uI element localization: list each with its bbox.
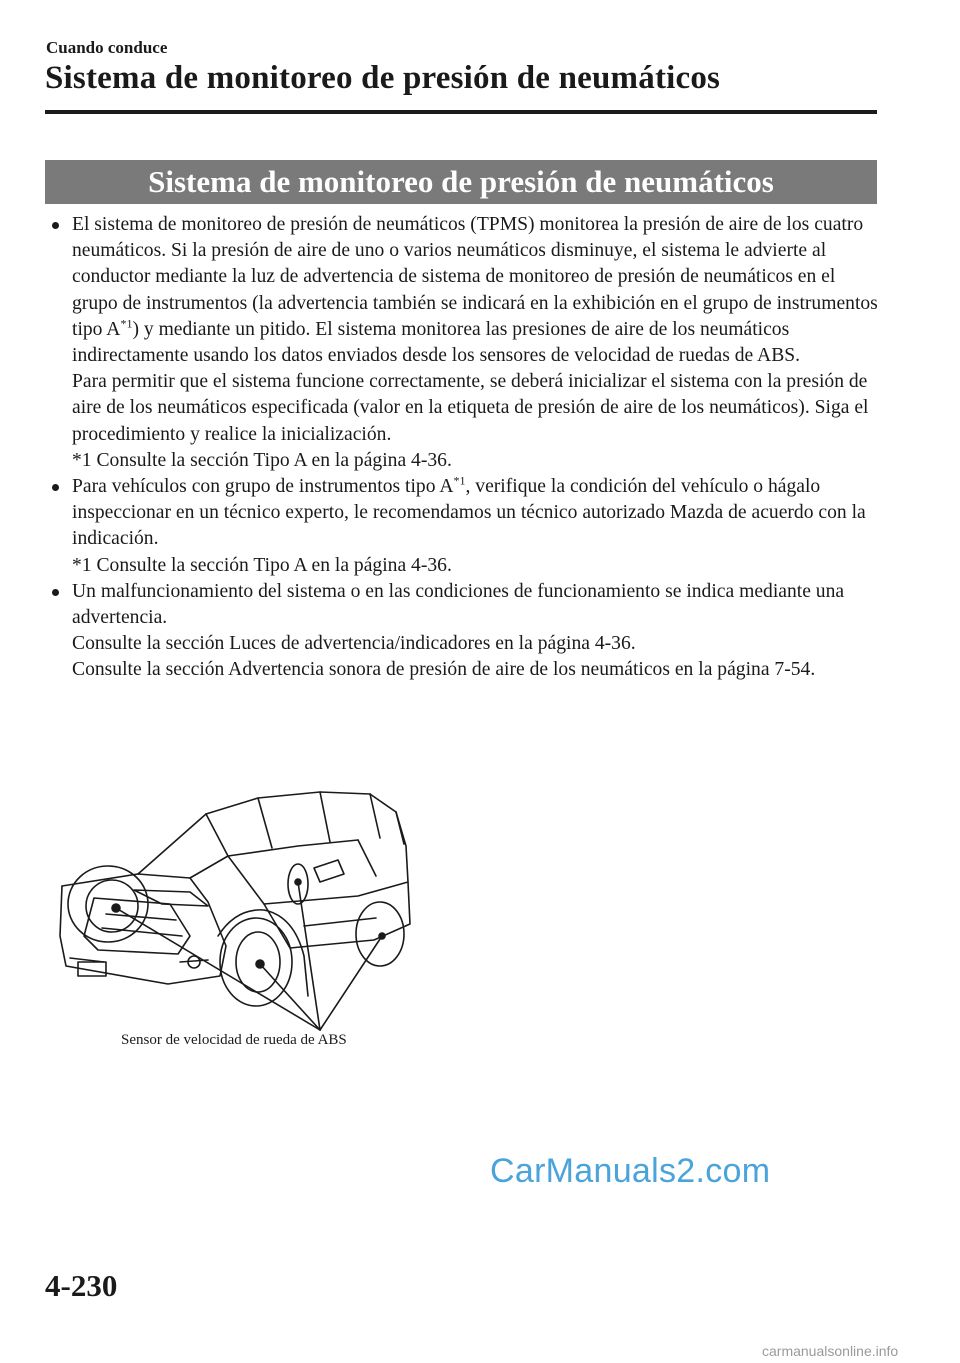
site-watermark: carmanualsonline.info — [762, 1343, 899, 1359]
section-banner: Sistema de monitoreo de presión de neumáticos — [45, 160, 877, 204]
page-title: Sistema de monitoreo de presión de neumáticos — [45, 60, 721, 96]
bullet-dot-icon — [52, 589, 59, 596]
paragraph: Un malfuncionamiento del sistema o en las condiciones de funcionamiento se indica mediante una advertencia. — [72, 580, 845, 629]
bullet-dot-icon — [52, 484, 59, 491]
chapter-label: Cuando conduce — [46, 38, 168, 57]
paragraph: El sistema de monitoreo de presión de neumáticos (TPMS) monitorea la presión de aire de los cuatro neumáticos. Si la presión de aire de uno o varios neumáticos disminuye, el sistema le advierte al conductor mediante la luz de advertencia de sistema de monitoreo de presión de neumáticos en el grupo de instrumentos (la advertencia también se indicará en la exhibición en el grupo de instrumentos tipo $A^{*1}$) y mediante un pitido. El sistema monitorea las presiones de aire de los neumáticos indirectamente usando los datos enviados desde los sensores de velocidad de ruedas de ABS. — [72, 214, 878, 367]
paragraph: Consulte la sección Luces de advertencia/indicadores en la página 4-36. — [72, 633, 636, 655]
bullet-item-instrument-cluster — [50, 474, 880, 579]
paragraph: Consulte la sección Advertencia sonora de presión de aire de los neumáticos en la página 7-54. — [72, 659, 816, 681]
bullet-item-tpms — [50, 212, 880, 474]
body-text — [50, 212, 880, 684]
header-divider — [45, 110, 877, 114]
suv-wheel-sensor-illustration-icon — [58, 786, 414, 1032]
bullet-dot-icon — [52, 222, 59, 229]
page-number: 4-230 — [45, 1268, 118, 1303]
footnote: *1 Consulte la sección Tipo A en la página 4-36. — [72, 449, 452, 471]
paragraph: Para vehículos con grupo de instrumentos tipo $A^{*1}$, verifique la condición del vehículo o hágalo inspeccionar en un técnico experto, le recomendamos un técnico autorizado Mazda de acuerdo con la indicación. — [72, 473, 866, 550]
figure-caption: Sensor de velocidad de rueda de ABS — [121, 1032, 347, 1048]
footnote-marker: *1 — [453, 473, 466, 488]
bullet-item-malfunction — [50, 579, 880, 684]
paragraph: Para permitir que el sistema funcione correctamente, se deberá inicializar el sistema con la presión de aire de los neumáticos especificada (valor en la etiqueta de presión de aire de los neumáticos). Siga el procedimiento y realice la inicialización. — [72, 371, 869, 445]
footnote: *1 Consulte la sección Tipo A en la página 4-36. — [72, 554, 452, 576]
watermark-logo: CarManuals2.com — [490, 1152, 771, 1190]
footnote-marker: *1 — [120, 316, 133, 331]
